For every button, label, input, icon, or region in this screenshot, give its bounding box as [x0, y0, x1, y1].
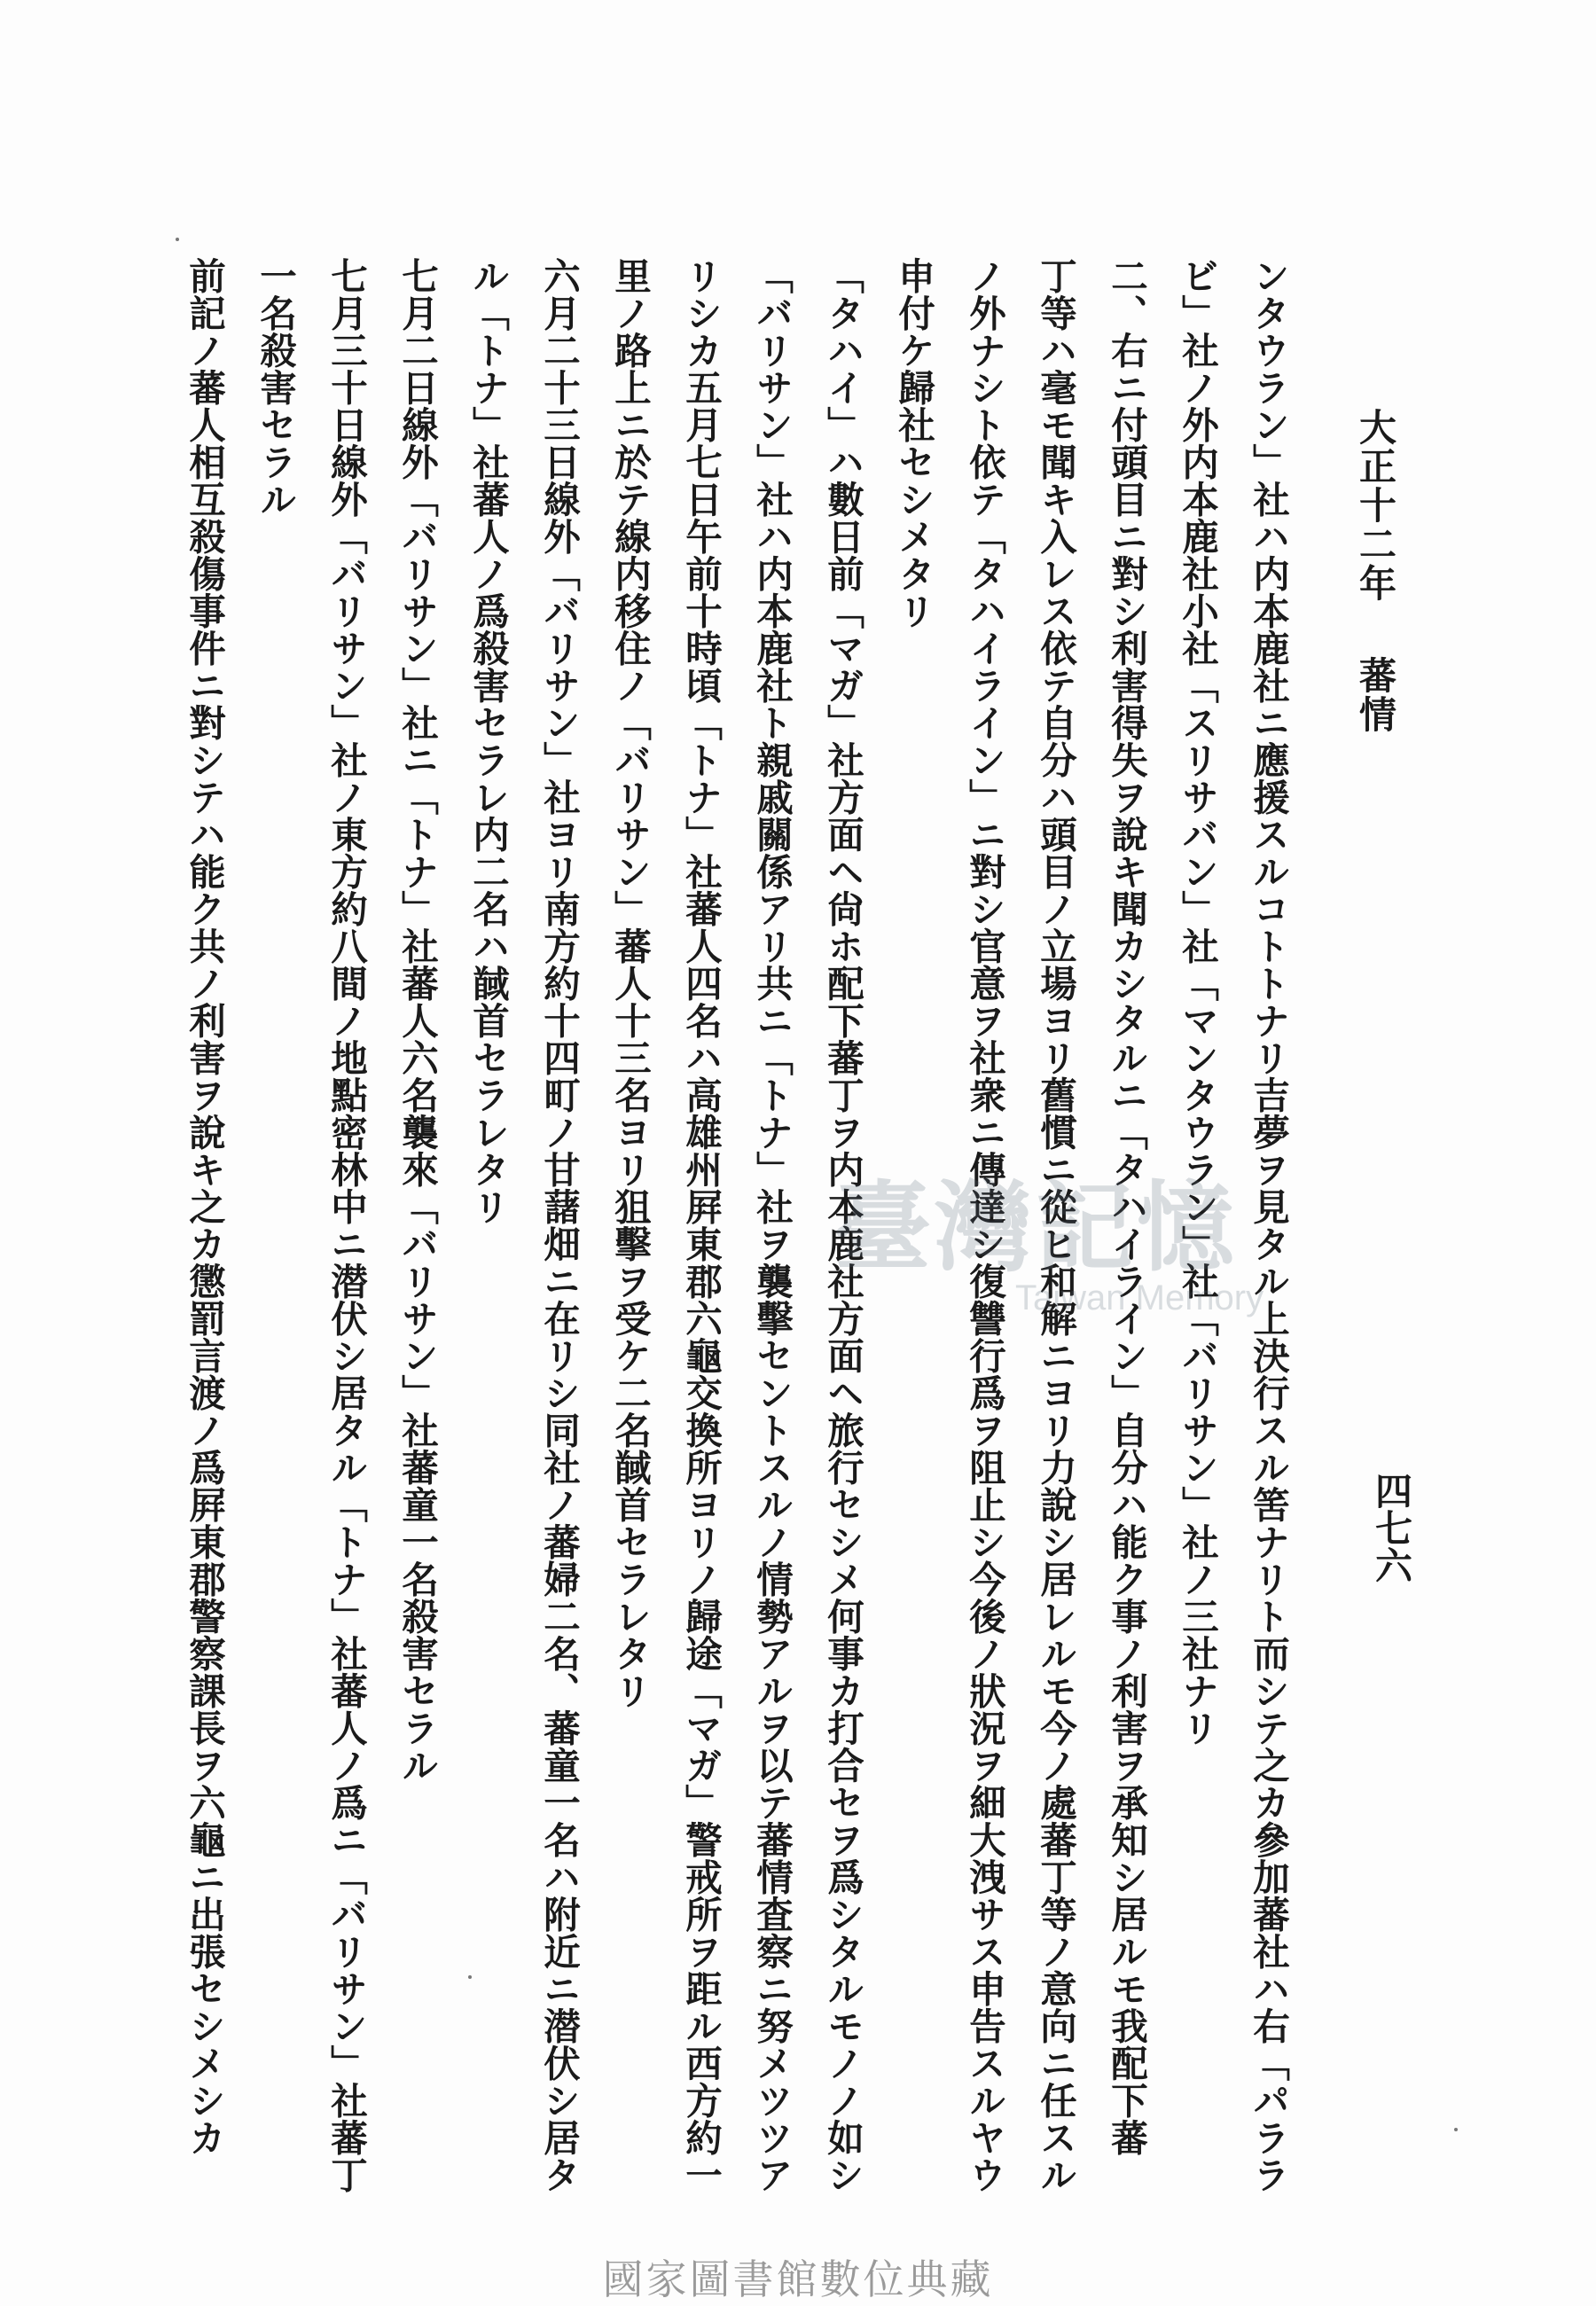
text-column: ンタウラン」社ハ内本鹿社ニ應援スルコトトナリ吉夢ヲ見タル上決行スル筈ナリト而シテ之カ參加蕃社ハ右「パララ	[1247, 257, 1290, 2193]
text-column: ノ外ナシト依テ「タハイライン」ニ對シ官意ヲ社衆ニ傳達シ復讐行爲ヲ阻止シ今後ノ狀況ヲ細大洩サス申告スルヤウ	[963, 257, 1006, 2193]
watermark-english: Taiwan Memory	[1015, 1278, 1264, 1317]
text-column: 丁等ハ毫モ聞キ入レス依テ自分ハ頭目ノ立場ヨリ舊慣ニ從ヒ和解ニヨリ力說シ居レルモ今ノ處蕃丁等ノ意向ニ任スル	[1034, 257, 1077, 2193]
text-column: 「バリサン」社ハ内本鹿社ト親戚關係アリ共ニ「トナ」社ヲ襲擊セントスルノ情勢アルヲ以テ蕃情査察ニ努メツツア	[750, 257, 794, 2193]
text-column: 申付ケ歸社セシメタリ	[892, 257, 935, 629]
text-column: 一名殺害セラル	[254, 257, 297, 518]
page-number: 四七六	[1370, 1472, 1413, 1583]
text-column: 二、右ニ付頭目ニ對シ利害得失ヲ說キ聞カシタルニ「タハイライン」自分ハ能ク事ノ利害ヲ承知シ居ルモ我配下蕃	[1105, 257, 1148, 2156]
text-column: 前記ノ蕃人相互殺傷事件ニ對シテハ能ク共ノ利害ヲ說キ之カ懲罰言渡ノ爲屛東郡警察課長ヲ六龜ニ出張セシメシカ	[183, 257, 226, 2156]
body-text	[168, 257, 1303, 2193]
text-column: 七月二日線外「バリサン」社ニ「トナ」社蕃人六名襲來「バリサン」社蕃童一名殺害セラル	[395, 257, 439, 1784]
scan-speck	[176, 238, 179, 241]
header-year: 大正十二年	[1354, 408, 1397, 603]
text-column: 里ノ路上ニ於テ線内移住ノ「バリサン」蕃人十三名ヨリ狙擊ヲ受ケ二名馘首セラレタリ	[608, 257, 652, 1709]
text-column: ル「トナ」社蕃人ノ爲殺害セラレ内二名ハ馘首セラレタリ	[466, 257, 510, 1225]
scan-speck	[1454, 2128, 1458, 2131]
text-column: 「タハイ」ハ數日前「マガ」社方面ヘ尙ホ配下蕃丁ヲ内本鹿社方面ヘ旅行セシメ何事カ打合セヲ爲シタルモノノ如シ	[821, 257, 864, 2193]
text-column: 七月三十日線外「バリサン」社ノ東方約八間ノ地點密林中ニ潜伏シ居タル「トナ」社蕃人ノ爲ニ「バリサン」社蕃丁	[325, 257, 368, 2193]
footer-caption: 國家圖書館數位典藏	[602, 2255, 994, 2303]
header-topic: 蕃情	[1354, 656, 1397, 734]
text-column: ビ」社ノ外内本鹿社小社「スリサバン」社「マンタウラン」社「バリサン」社ノ三社ナリ	[1176, 257, 1219, 1747]
text-column: 六月二十三日線外「バリサン」社ヨリ南方約十四町ノ甘藷畑ニ在リシ同社ノ蕃婦二名、蕃童一名ハ附近ニ潜伏シ居タ	[537, 257, 581, 2193]
running-header	[1354, 408, 1397, 734]
text-column: リシカ五月七日午前十時頃「トナ」社蕃人四名ハ高雄州屛東郡六龜交換所ヨリノ歸途「マガ」警戒所ヲ距ル西方約一	[679, 257, 723, 2193]
watermark-chinese: 臺灣記憶	[833, 1170, 1238, 1285]
scan-speck	[468, 1975, 472, 1979]
